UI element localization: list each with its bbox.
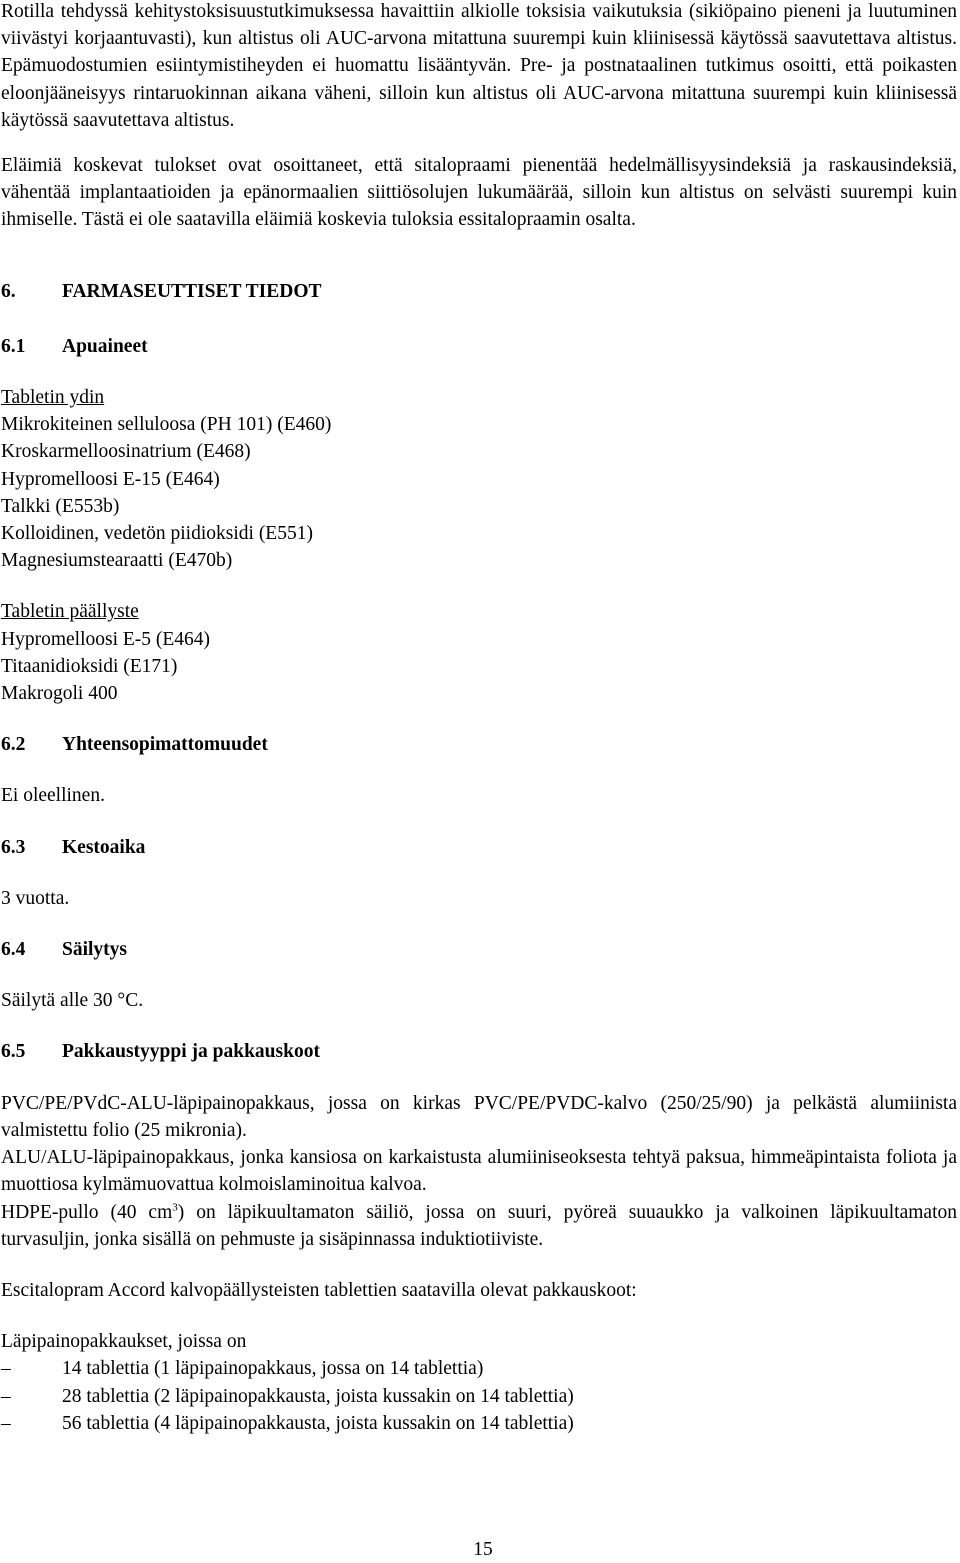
list-item [1,1410,957,1437]
section-number: 6.3 [1,836,26,858]
section-6-3-text: 3 vuotta. [1,887,70,909]
section-number: 6.5 [1,1041,26,1063]
section-title: Pakkaustyyppi ja pakkauskoot [62,1041,320,1063]
coating-item: Hypromelloosi E-5 (E464) [1,628,211,650]
coating-heading: Tabletin päällyste [1,601,139,623]
list-item-text: 14 tablettia (1 läpipainopakkaus, jossa on 14 tablettia) [62,1358,484,1380]
section-number: 6.2 [1,734,26,756]
section-6-1-heading [1,333,957,360]
core-item: Kolloidinen, vedetön piidioksidi (E551) [1,523,313,545]
pack-3-text-start: HDPE-pullo (40 cm [1,1201,173,1223]
section-6-2-heading [1,731,957,758]
section-title: Yhteensopimattomuudet [62,734,268,756]
list-item-text: 28 tablettia (2 läpipainopakkausta, joista kussakin on 14 tablettia) [62,1385,574,1407]
list-item [1,1355,957,1382]
core-item: Magnesiumstearaatti (E470b) [1,550,233,572]
intro-paragraph-1: Rotilla tehdyssä kehitystoksisuustutkimuksessa havaittiin alkiolle toksisia vaikutuksia (sikiöpaino pieneni ja luutuminen viivästyi korjaantuvasti), kun altistus oli AUC-arvona mitattuna suurempi kuin kliinisessä käytössä saavutettava altistus. Epämuodostumien esiintymistiheyden ei huomattu lisääntyvän. Pre- ja postnataalinen tutkimus osoitti, että poikasten eloonjääneisyys rintaruokinnan aikana väheni, silloin kun altistus oli AUC-arvona mitattuna suurempi kuin kliinisessä käytössä saavutettava altistus. [1,1,957,131]
core-item: Hypromelloosi E-15 (E464) [1,468,220,490]
dash-bullet: – [1,1358,11,1380]
section-title: Kestoaika [62,836,146,858]
document-page [1,0,957,1437]
superscript: 3 [172,1201,178,1213]
pack-description-2: ALU/ALU-läpipainopakkaus, jonka kansiosa on karkaistusta alumiiniseoksesta tehtyä paksua, himmeäpintaista foliota ja muottiosa kylmämuovattua kolmoislaminoitua kalvoa. [1,1147,957,1196]
section-title: FARMASEUTTISET TIEDOT [62,280,322,302]
blister-heading: Läpipainopakkaukset, joissa on [1,1331,247,1353]
section-number: 6.1 [1,335,26,357]
dash-bullet: – [1,1385,11,1407]
page-number: 15 [473,1539,493,1560]
pack-description-3 [1,1199,957,1253]
section-6-4-text: Säilytä alle 30 °C. [1,990,144,1012]
core-heading: Tabletin ydin [1,387,105,409]
section-6-5-heading [1,1038,957,1065]
section-number: 6.4 [1,939,26,961]
section-6-heading [1,278,957,305]
section-number: 6. [1,280,16,302]
section-title: Apuaineet [62,335,148,357]
section-6-3-heading [1,834,957,861]
intro-paragraph-2: Eläimiä koskevat tulokset ovat osoittaneet, että sitalopraami pienentää hedelmällisyysindeksiä ja raskausindeksiä, vähentää implantaatioiden ja epänormaalien siittiösolujen lukumäärää, silloin kun altistus on selvästi suurempi kuin ihmiselle. Tästä ei ole saatavilla eläimiä koskevia tuloksia essitalopraamin osalta. [1,155,957,231]
section-title: Säilytys [62,939,128,961]
pack-3-text-end: ) on läpikuultamaton säiliö, jossa on suuri, pyöreä suuaukko ja valkoinen läpikuultamaton turvasuljin, jonka sisällä on pehmuste ja sisäpinnassa induktiotiiviste. [1,1201,957,1250]
coating-item: Makrogoli 400 [1,683,118,705]
available-packs-text: Escitalopram Accord kalvopäällysteisten tablettien saatavilla olevat pakkauskoot: [1,1279,637,1301]
list-item-text: 56 tablettia (4 läpipainopakkausta, joista kussakin on 14 tablettia) [62,1412,574,1434]
dash-bullet: – [1,1412,11,1434]
list-item [1,1383,957,1410]
pack-description-1: PVC/PE/PVdC-ALU-läpipainopakkaus, jossa on kirkas PVC/PE/PVDC-kalvo (250/25/90) ja pelkästä alumiinista valmistettu folio (25 mikronia). [1,1092,957,1141]
core-item: Mikrokiteinen selluloosa (PH 101) (E460) [1,414,332,436]
core-item: Talkki (E553b) [1,495,120,517]
section-6-2-text: Ei oleellinen. [1,785,105,807]
section-6-4-heading [1,936,957,963]
core-item: Kroskarmelloosinatrium (E468) [1,441,251,463]
coating-item: Titaanidioksidi (E171) [1,655,178,677]
